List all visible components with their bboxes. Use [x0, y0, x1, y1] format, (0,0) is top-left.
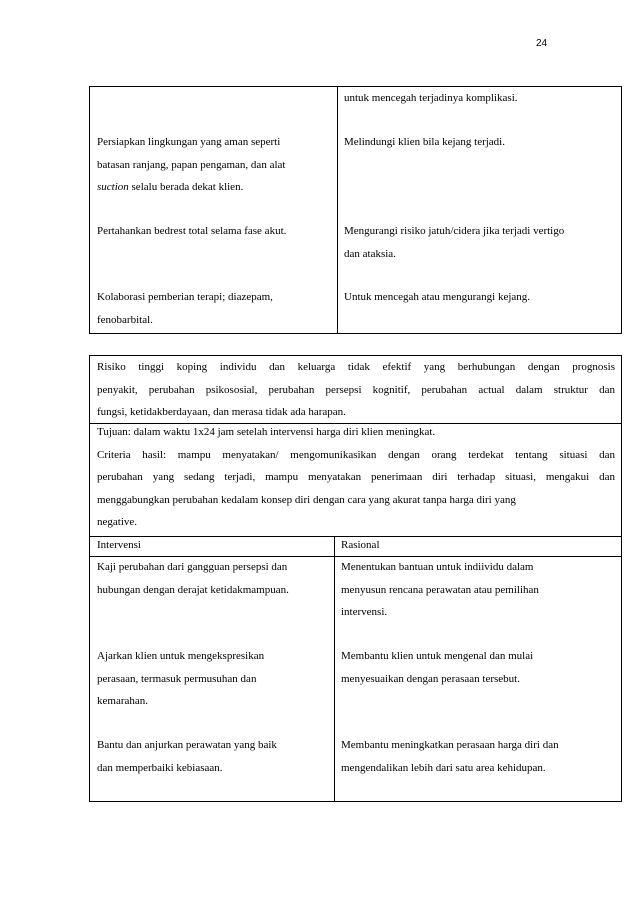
rationale-header: Rasional: [341, 539, 380, 551]
goal-section: Tujuan: dalam waktu 1x24 jam setelah intervensi harga diri klien meningkat. Criteria hasil: mampu menyatakan/ mengomunikasikan dengan orang terdekat tentang situasi dan perubahan yang sedang terjadi, mampu menyatakan penerimaan diri terhadap situasi, mengakui dan menggabungkan perubahan kedalam konsep diri dengan cara yang akurat tanpa harga diri yang negative.: [97, 426, 615, 528]
italic-term: suction: [97, 181, 129, 193]
rationale-cell: Mengurangi risiko jatuh/cidera jika terjadi vertigo dan ataksia.: [344, 225, 565, 260]
rationale-cell: Menentukan bantuan untuk indiividu dalam menyusun rencana perawatan atau pemilihan intervensi.: [341, 561, 539, 618]
row-divider: [90, 536, 621, 537]
rationale-cell: Membantu klien untuk mengenal dan mulai menyesuaikan dengan perasaan tersebut.: [341, 650, 534, 685]
rationale-cell: Untuk mencegah atau mengurangi kejang.: [344, 291, 531, 303]
rationale-cell: Membantu meningkatkan perasaan harga diri dan mengendalikan lebih dari satu area kehidupan.: [341, 739, 559, 774]
rationale-cell: untuk mencegah terjadinya komplikasi.: [344, 92, 518, 104]
criteria-text: Criteria hasil: mampu menyatakan/ mengomunikasikan dengan orang terdekat tentang situasi dan: [97, 448, 615, 461]
column-divider: [334, 536, 335, 801]
intervention-cell: Ajarkan klien untuk mengekspresikan perasaan, termasuk permusuhan dan kemarahan.: [97, 650, 265, 707]
intervention-cell: Persiapkan lingkungan yang aman seperti batasan ranjang, papan pengaman, dan alat suction selalu berada dekat klien.: [97, 136, 286, 193]
diagnosis-section: Risiko tinggi koping individu dan keluarga tidak efektif yang berhubungan dengan prognosis penyakit, perubahan psikososial, perubahan persepsi kognitif, perubahan actual dalam struktur dan fungsi, ketidakberdayaan, dan merasa tidak ada harapan.: [97, 361, 615, 418]
page-number: 24: [536, 38, 548, 49]
intervention-cell: Kolaborasi pemberian terapi; diazepam, fenobarbital.: [97, 291, 273, 326]
care-plan-table: [89, 355, 622, 802]
intervention-cell: Pertahankan bedrest total selama fase akut.: [97, 225, 287, 237]
rationale-cell: Melindungi klien bila kejang terjadi.: [344, 136, 505, 148]
intervention-cell: Kaji perubahan dari gangguan persepsi dan hubungan dengan derajat ketidakmampuan.: [97, 561, 289, 596]
intervention-header: Intervensi: [97, 539, 141, 551]
intervention-table-continued: [89, 86, 622, 334]
column-divider: [337, 87, 338, 333]
intervention-cell: Bantu dan anjurkan perawatan yang baik dan memperbaiki kebiasaan.: [97, 739, 277, 774]
